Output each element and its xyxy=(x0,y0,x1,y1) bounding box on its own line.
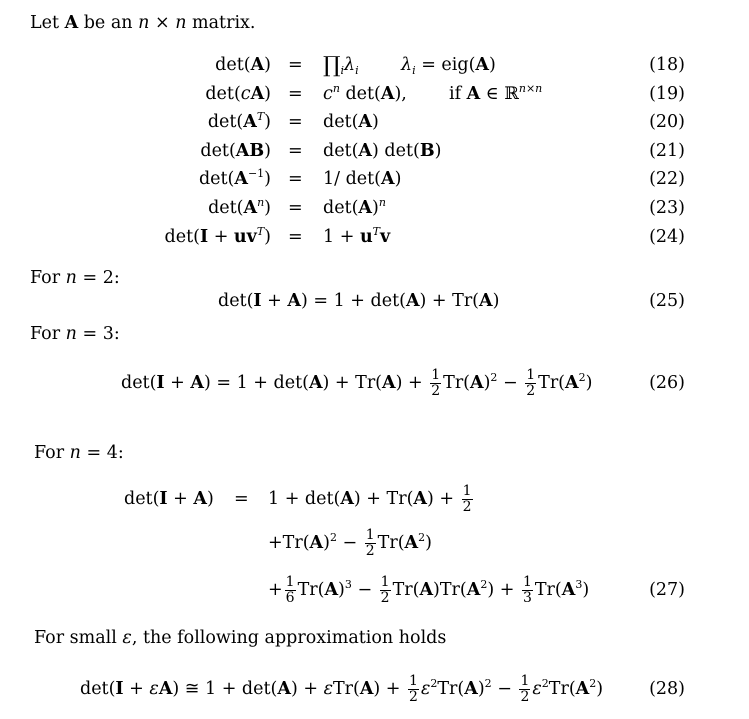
equation-18: det(A) = $\prod_i\lambda_i$ $\lambda_i = eig(A)$ (18) xyxy=(215,53,685,78)
equation-28: det(I + εA) ≅ 1 + det(A) + εTr(A) + $\frac{1}{2}$ $\varepsilon^2Tr(A)^2$ − $\frac{1}{2}$ $\varepsilon^2Tr(A^2)$ (28) xyxy=(80,673,685,705)
equation-number: (22) xyxy=(649,169,685,189)
equation-number: (26) xyxy=(649,373,685,393)
equation-number: (18) xyxy=(649,55,685,75)
equation-19: det(cA) = $c^n$ det(A), if A ∈ ℝ$^{n\times n}$ (19) xyxy=(205,82,685,104)
equation-number: (27) xyxy=(649,580,685,600)
equation-number: (19) xyxy=(649,84,685,104)
n3-label: For n = 3: xyxy=(30,324,120,344)
intro-text: Let A be an n × n matrix. xyxy=(30,13,256,33)
equation-27-line-1: det(I + A) = 1 + det(A) + Tr(A) + $\frac{1}{2}$ xyxy=(124,483,472,515)
equation-22: $\det(A^{-1})$ = 1/ det(A) (22) xyxy=(198,167,685,189)
equation-number: (20) xyxy=(649,112,685,132)
equation-20: $\det(A^T)$ = det(A) (20) xyxy=(207,110,685,132)
equation-23: $\det(A^n)$ = $\det(A)^n$ (23) xyxy=(208,196,685,218)
small-epsilon-text: For small ε, the following approximation holds xyxy=(34,628,447,648)
equation-number: (28) xyxy=(649,679,685,699)
equation-number: (24) xyxy=(649,227,685,247)
n4-label: For n = 4: xyxy=(34,443,124,463)
equation-number: (21) xyxy=(649,141,685,161)
n2-label: For n = 2: xyxy=(30,268,120,288)
equation-24: $\det(I + uv^T)$ = $1 + u^Tv$ (24) xyxy=(164,225,685,247)
equation-26: det(I + A) = 1 + det(A) + Tr(A) + $\frac{1}{2}$ $Tr(A)^2$ − $\frac{1}{2}$ $Tr(A^2)$ (26) xyxy=(121,367,685,399)
equation-27-line-3: + $\frac{1}{6}$ $Tr(A)^3$ − $\frac{1}{2}$ $Tr(A)Tr(A^2)$ + $\frac{1}{3}$ $Tr(A^3)$ (27) xyxy=(268,574,685,606)
equation-25: det(I + A) = 1 + det(A) + Tr(A) (25) xyxy=(218,291,685,311)
equation-number: (25) xyxy=(649,291,685,311)
equation-21: det(AB) = det(A) det(B) (21) xyxy=(200,141,685,161)
equation-27-line-2: $+Tr(A)^2$ − $\frac{1}{2}$ $Tr(A^2)$ xyxy=(268,527,432,559)
equation-number: (23) xyxy=(649,198,685,218)
